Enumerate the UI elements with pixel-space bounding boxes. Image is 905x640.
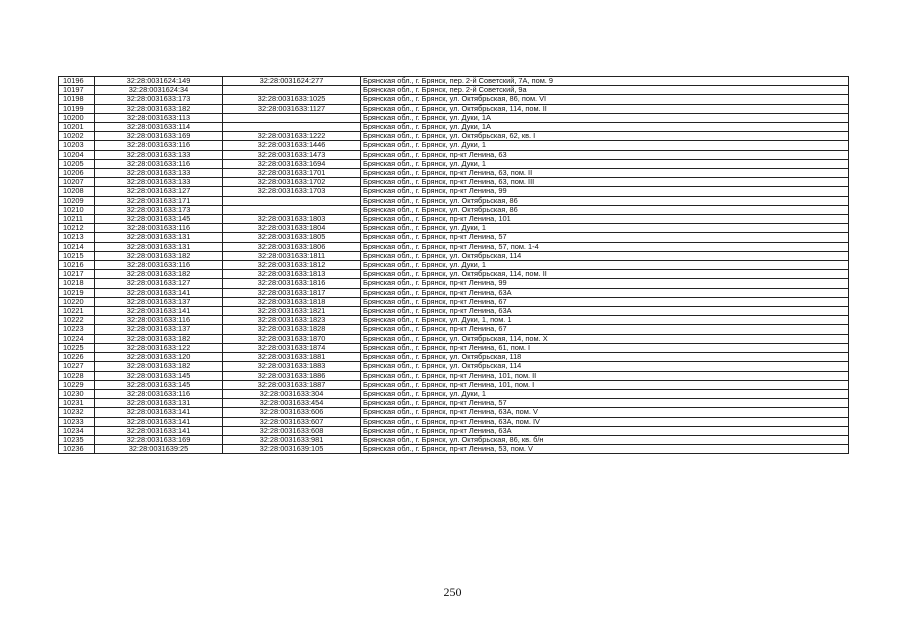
related-cadastral-number-cell (223, 123, 361, 132)
row-number-cell: 10197 (59, 86, 95, 95)
table-row (59, 334, 849, 343)
related-cadastral-number-cell: 32:28:0031633:1818 (223, 297, 361, 306)
row-number-cell: 10225 (59, 343, 95, 352)
related-cadastral-number-cell: 32:28:0031639:105 (223, 445, 361, 454)
address-cell: Брянская обл., г. Брянск, ул. Октябрьская, 86, кв. б/н (361, 435, 849, 444)
table-row (59, 380, 849, 389)
address-cell: Брянская обл., г. Брянск, ул. Дуки, 1, пом. 1 (361, 316, 849, 325)
table-row (59, 408, 849, 417)
table-row (59, 141, 849, 150)
cadastral-number-cell: 32:28:0031633:137 (95, 325, 223, 334)
row-number-cell: 10202 (59, 132, 95, 141)
cadastral-number-cell: 32:28:0031633:145 (95, 380, 223, 389)
cadastral-number-cell: 32:28:0031633:116 (95, 159, 223, 168)
table-row (59, 113, 849, 122)
address-cell: Брянская обл., г. Брянск, ул. Октябрьская, 86 (361, 205, 849, 214)
table-row (59, 435, 849, 444)
table-row (59, 389, 849, 398)
table-row (59, 371, 849, 380)
cadastral-number-cell: 32:28:0031633:137 (95, 297, 223, 306)
address-cell: Брянская обл., г. Брянск, ул. Дуки, 1 (361, 261, 849, 270)
row-number-cell: 10207 (59, 178, 95, 187)
related-cadastral-number-cell: 32:28:0031633:1803 (223, 215, 361, 224)
cadastral-number-cell: 32:28:0031633:116 (95, 316, 223, 325)
table-row (59, 123, 849, 132)
cadastral-number-cell: 32:28:0031633:169 (95, 132, 223, 141)
row-number-cell: 10216 (59, 261, 95, 270)
row-number-cell: 10236 (59, 445, 95, 454)
related-cadastral-number-cell: 32:28:0031633:1127 (223, 104, 361, 113)
row-number-cell: 10222 (59, 316, 95, 325)
cadastral-number-cell: 32:28:0031633:182 (95, 270, 223, 279)
row-number-cell: 10227 (59, 362, 95, 371)
cadastral-number-cell: 32:28:0031633:182 (95, 104, 223, 113)
row-number-cell: 10213 (59, 233, 95, 242)
row-number-cell: 10215 (59, 251, 95, 260)
related-cadastral-number-cell: 32:28:0031633:1870 (223, 334, 361, 343)
table-row (59, 205, 849, 214)
page-number: 250 (443, 585, 462, 599)
address-cell: Брянская обл., г. Брянск, пр-кт Ленина, 57 (361, 399, 849, 408)
cadastral-number-cell: 32:28:0031633:141 (95, 307, 223, 316)
cadastral-number-cell: 32:28:0031633:169 (95, 435, 223, 444)
address-cell: Брянская обл., г. Брянск, пер. 2-й Советский, 9а (361, 86, 849, 95)
address-cell: Брянская обл., г. Брянск, пр-кт Ленина, 67 (361, 325, 849, 334)
table-row (59, 215, 849, 224)
row-number-cell: 10212 (59, 224, 95, 233)
address-cell: Брянская обл., г. Брянск, пр-кт Ленина, 99 (361, 279, 849, 288)
related-cadastral-number-cell: 32:28:0031633:1806 (223, 242, 361, 251)
related-cadastral-number-cell: 32:28:0031633:1702 (223, 178, 361, 187)
address-cell: Брянская обл., г. Брянск, ул. Дуки, 1 (361, 224, 849, 233)
related-cadastral-number-cell: 32:28:0031633:454 (223, 399, 361, 408)
related-cadastral-number-cell: 32:28:0031633:1804 (223, 224, 361, 233)
cadastral-number-cell: 32:28:0031633:141 (95, 417, 223, 426)
registry-table-body (59, 77, 849, 454)
row-number-cell: 10208 (59, 187, 95, 196)
table-row (59, 343, 849, 352)
row-number-cell: 10200 (59, 113, 95, 122)
address-cell: Брянская обл., г. Брянск, ул. Октябрьская, 118 (361, 353, 849, 362)
address-cell: Брянская обл., г. Брянск, пр-кт Ленина, 101, пом. II (361, 371, 849, 380)
row-number-cell: 10203 (59, 141, 95, 150)
related-cadastral-number-cell: 32:28:0031633:606 (223, 408, 361, 417)
row-number-cell: 10234 (59, 426, 95, 435)
table-row (59, 417, 849, 426)
table-row (59, 445, 849, 454)
cadastral-number-cell: 32:28:0031633:127 (95, 279, 223, 288)
table-row (59, 279, 849, 288)
related-cadastral-number-cell: 32:28:0031633:1881 (223, 353, 361, 362)
address-cell: Брянская обл., г. Брянск, пр-кт Ленина, 63А (361, 288, 849, 297)
row-number-cell: 10206 (59, 169, 95, 178)
related-cadastral-number-cell: 32:28:0031633:607 (223, 417, 361, 426)
cadastral-number-cell: 32:28:0031633:141 (95, 288, 223, 297)
related-cadastral-number-cell: 32:28:0031633:1805 (223, 233, 361, 242)
row-number-cell: 10224 (59, 334, 95, 343)
related-cadastral-number-cell (223, 196, 361, 205)
cadastral-number-cell: 32:28:0031633:113 (95, 113, 223, 122)
table-row (59, 242, 849, 251)
related-cadastral-number-cell: 32:28:0031624:277 (223, 77, 361, 86)
cadastral-number-cell: 32:28:0031633:122 (95, 343, 223, 352)
table-row (59, 104, 849, 113)
registry-table (58, 76, 849, 454)
cadastral-number-cell: 32:28:0031633:116 (95, 261, 223, 270)
row-number-cell: 10201 (59, 123, 95, 132)
table-row (59, 288, 849, 297)
cadastral-number-cell: 32:28:0031639:25 (95, 445, 223, 454)
row-number-cell: 10220 (59, 297, 95, 306)
related-cadastral-number-cell: 32:28:0031633:608 (223, 426, 361, 435)
address-cell: Брянская обл., г. Брянск, пр-кт Ленина, 101 (361, 215, 849, 224)
row-number-cell: 10232 (59, 408, 95, 417)
related-cadastral-number-cell: 32:28:0031633:981 (223, 435, 361, 444)
address-cell: Брянская обл., г. Брянск, ул. Октябрьская, 114, пом. II (361, 104, 849, 113)
cadastral-number-cell: 32:28:0031633:116 (95, 389, 223, 398)
table-row (59, 169, 849, 178)
address-cell: Брянская обл., г. Брянск, ул. Дуки, 1А (361, 123, 849, 132)
cadastral-number-cell: 32:28:0031633:171 (95, 196, 223, 205)
row-number-cell: 10231 (59, 399, 95, 408)
table-row (59, 399, 849, 408)
row-number-cell: 10235 (59, 435, 95, 444)
related-cadastral-number-cell: 32:28:0031633:1473 (223, 150, 361, 159)
row-number-cell: 10211 (59, 215, 95, 224)
row-number-cell: 10221 (59, 307, 95, 316)
address-cell: Брянская обл., г. Брянск, ул. Октябрьская, 86, пом. VI (361, 95, 849, 104)
address-cell: Брянская обл., г. Брянск, пр-кт Ленина, 99 (361, 187, 849, 196)
related-cadastral-number-cell: 32:28:0031633:1828 (223, 325, 361, 334)
row-number-cell: 10209 (59, 196, 95, 205)
table-row (59, 261, 849, 270)
row-number-cell: 10233 (59, 417, 95, 426)
address-cell: Брянская обл., г. Брянск, ул. Дуки, 1А (361, 113, 849, 122)
related-cadastral-number-cell: 32:28:0031633:1811 (223, 251, 361, 260)
address-cell: Брянская обл., г. Брянск, ул. Октябрьская, 114 (361, 362, 849, 371)
row-number-cell: 10218 (59, 279, 95, 288)
table-row (59, 297, 849, 306)
related-cadastral-number-cell: 32:28:0031633:304 (223, 389, 361, 398)
related-cadastral-number-cell: 32:28:0031633:1812 (223, 261, 361, 270)
cadastral-number-cell: 32:28:0031633:182 (95, 334, 223, 343)
table-row (59, 325, 849, 334)
cadastral-number-cell: 32:28:0031633:141 (95, 426, 223, 435)
address-cell: Брянская обл., г. Брянск, пр-кт Ленина, 63 (361, 150, 849, 159)
address-cell: Брянская обл., г. Брянск, пр-кт Ленина, 101, пом. I (361, 380, 849, 389)
cadastral-number-cell: 32:28:0031633:116 (95, 141, 223, 150)
table-row (59, 132, 849, 141)
related-cadastral-number-cell (223, 205, 361, 214)
cadastral-number-cell: 32:28:0031633:145 (95, 215, 223, 224)
related-cadastral-number-cell (223, 113, 361, 122)
cadastral-number-cell: 32:28:0031633:127 (95, 187, 223, 196)
cadastral-number-cell: 32:28:0031624:149 (95, 77, 223, 86)
row-number-cell: 10204 (59, 150, 95, 159)
address-cell: Брянская обл., г. Брянск, ул. Дуки, 1 (361, 159, 849, 168)
address-cell: Брянская обл., г. Брянск, пр-кт Ленина, 63, пом. III (361, 178, 849, 187)
cadastral-number-cell: 32:28:0031633:114 (95, 123, 223, 132)
table-row (59, 77, 849, 86)
cadastral-number-cell: 32:28:0031633:131 (95, 233, 223, 242)
row-number-cell: 10205 (59, 159, 95, 168)
row-number-cell: 10196 (59, 77, 95, 86)
table-row (59, 316, 849, 325)
row-number-cell: 10223 (59, 325, 95, 334)
related-cadastral-number-cell: 32:28:0031633:1222 (223, 132, 361, 141)
related-cadastral-number-cell: 32:28:0031633:1813 (223, 270, 361, 279)
table-row (59, 224, 849, 233)
related-cadastral-number-cell: 32:28:0031633:1821 (223, 307, 361, 316)
row-number-cell: 10230 (59, 389, 95, 398)
cadastral-number-cell: 32:28:0031633:141 (95, 408, 223, 417)
address-cell: Брянская обл., г. Брянск, пр-кт Ленина, 63, пом. II (361, 169, 849, 178)
table-row (59, 150, 849, 159)
cadastral-number-cell: 32:28:0031633:131 (95, 242, 223, 251)
row-number-cell: 10229 (59, 380, 95, 389)
address-cell: Брянская обл., г. Брянск, пр-кт Ленина, 57 (361, 233, 849, 242)
related-cadastral-number-cell: 32:28:0031633:1446 (223, 141, 361, 150)
row-number-cell: 10199 (59, 104, 95, 113)
related-cadastral-number-cell: 32:28:0031633:1701 (223, 169, 361, 178)
cadastral-number-cell: 32:28:0031633:145 (95, 371, 223, 380)
cadastral-number-cell: 32:28:0031633:120 (95, 353, 223, 362)
table-row (59, 159, 849, 168)
address-cell: Брянская обл., г. Брянск, пр-кт Ленина, 63А, пом. IV (361, 417, 849, 426)
cadastral-number-cell: 32:28:0031633:182 (95, 251, 223, 260)
address-cell: Брянская обл., г. Брянск, пр-кт Ленина, 57, пом. 1-4 (361, 242, 849, 251)
row-number-cell: 10219 (59, 288, 95, 297)
address-cell: Брянская обл., г. Брянск, пер. 2-й Советский, 7А, пом. 9 (361, 77, 849, 86)
table-row (59, 353, 849, 362)
address-cell: Брянская обл., г. Брянск, ул. Октябрьская, 62, кв. I (361, 132, 849, 141)
table-row (59, 178, 849, 187)
address-cell: Брянская обл., г. Брянск, ул. Октябрьская, 86 (361, 196, 849, 205)
row-number-cell: 10226 (59, 353, 95, 362)
cadastral-number-cell: 32:28:0031633:116 (95, 224, 223, 233)
related-cadastral-number-cell: 32:28:0031633:1887 (223, 380, 361, 389)
related-cadastral-number-cell: 32:28:0031633:1703 (223, 187, 361, 196)
address-cell: Брянская обл., г. Брянск, пр-кт Ленина, 63А (361, 426, 849, 435)
related-cadastral-number-cell: 32:28:0031633:1883 (223, 362, 361, 371)
address-cell: Брянская обл., г. Брянск, пр-кт Ленина, 53, пом. V (361, 445, 849, 454)
cadastral-number-cell: 32:28:0031633:133 (95, 150, 223, 159)
cadastral-number-cell: 32:28:0031633:173 (95, 205, 223, 214)
related-cadastral-number-cell: 32:28:0031633:1694 (223, 159, 361, 168)
address-cell: Брянская обл., г. Брянск, ул. Октябрьская, 114, пом. X (361, 334, 849, 343)
table-row (59, 196, 849, 205)
row-number-cell: 10228 (59, 371, 95, 380)
address-cell: Брянская обл., г. Брянск, пр-кт Ленина, 67 (361, 297, 849, 306)
table-row (59, 86, 849, 95)
row-number-cell: 10210 (59, 205, 95, 214)
cadastral-number-cell: 32:28:0031633:133 (95, 178, 223, 187)
address-cell: Брянская обл., г. Брянск, ул. Дуки, 1 (361, 389, 849, 398)
row-number-cell: 10214 (59, 242, 95, 251)
table-row (59, 251, 849, 260)
related-cadastral-number-cell: 32:28:0031633:1874 (223, 343, 361, 352)
related-cadastral-number-cell: 32:28:0031633:1025 (223, 95, 361, 104)
related-cadastral-number-cell (223, 86, 361, 95)
table-row (59, 307, 849, 316)
address-cell: Брянская обл., г. Брянск, пр-кт Ленина, 61, пом. I (361, 343, 849, 352)
cadastral-number-cell: 32:28:0031633:182 (95, 362, 223, 371)
table-row (59, 426, 849, 435)
cadastral-number-cell: 32:28:0031633:133 (95, 169, 223, 178)
address-cell: Брянская обл., г. Брянск, ул. Октябрьская, 114, пом. II (361, 270, 849, 279)
table-row (59, 362, 849, 371)
related-cadastral-number-cell: 32:28:0031633:1816 (223, 279, 361, 288)
address-cell: Брянская обл., г. Брянск, ул. Октябрьская, 114 (361, 251, 849, 260)
cadastral-number-cell: 32:28:0031633:131 (95, 399, 223, 408)
related-cadastral-number-cell: 32:28:0031633:1823 (223, 316, 361, 325)
cadastral-number-cell: 32:28:0031624:34 (95, 86, 223, 95)
table-row (59, 270, 849, 279)
table-row (59, 187, 849, 196)
address-cell: Брянская обл., г. Брянск, ул. Дуки, 1 (361, 141, 849, 150)
row-number-cell: 10198 (59, 95, 95, 104)
table-row (59, 233, 849, 242)
row-number-cell: 10217 (59, 270, 95, 279)
cadastral-number-cell: 32:28:0031633:173 (95, 95, 223, 104)
table-row (59, 95, 849, 104)
address-cell: Брянская обл., г. Брянск, пр-кт Ленина, 63А (361, 307, 849, 316)
address-cell: Брянская обл., г. Брянск, пр-кт Ленина, 63А, пом. V (361, 408, 849, 417)
related-cadastral-number-cell: 32:28:0031633:1817 (223, 288, 361, 297)
related-cadastral-number-cell: 32:28:0031633:1886 (223, 371, 361, 380)
